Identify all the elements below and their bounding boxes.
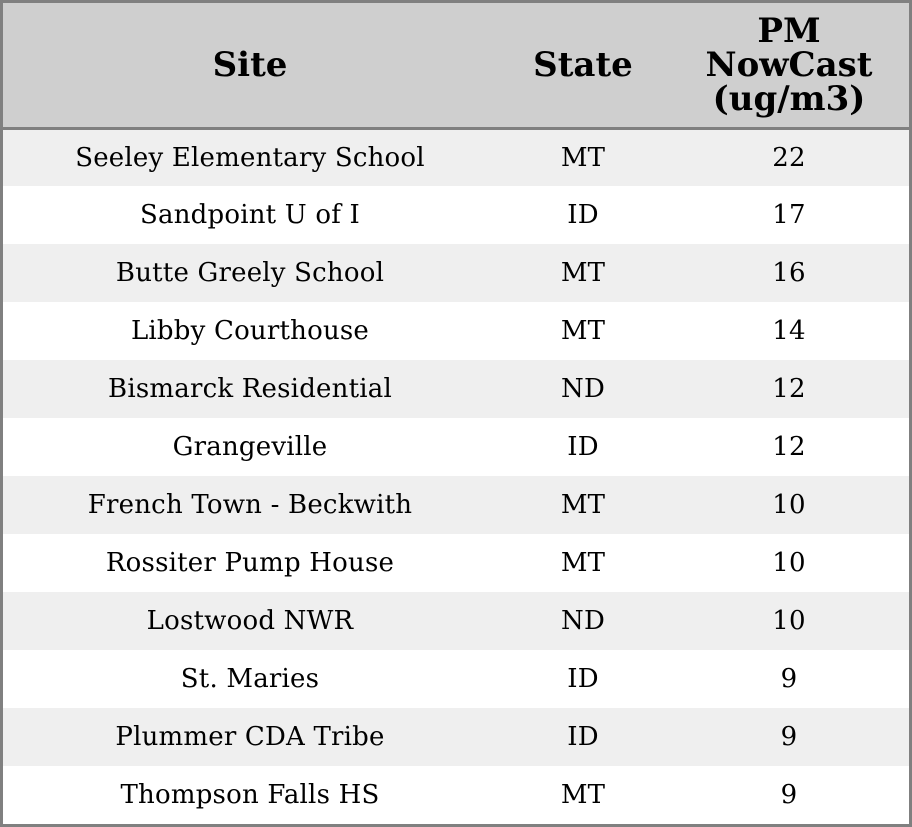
header-site bbox=[3, 3, 497, 128]
pm-cell: 9 bbox=[780, 722, 798, 752]
pm-cell: 14 bbox=[772, 316, 806, 346]
header-state bbox=[497, 3, 669, 128]
site-cell: Sandpoint U of I bbox=[140, 200, 360, 230]
pm-cell: 9 bbox=[780, 664, 798, 694]
table-row bbox=[3, 302, 909, 360]
data-table bbox=[3, 3, 909, 824]
header-pm-nowcast bbox=[669, 3, 909, 128]
site-cell: Libby Courthouse bbox=[130, 316, 370, 346]
table-row bbox=[3, 360, 909, 418]
pm-cell: 10 bbox=[772, 490, 806, 520]
table-row bbox=[3, 476, 909, 534]
pm-cell: 10 bbox=[772, 548, 806, 578]
state-cell: MT bbox=[560, 490, 606, 520]
site-cell: Grangeville bbox=[172, 432, 328, 462]
pm-cell: 17 bbox=[772, 200, 806, 230]
header-state-line: State bbox=[533, 44, 633, 85]
site-cell: Plummer CDA Tribe bbox=[115, 722, 385, 752]
site-cell: Butte Greely School bbox=[115, 258, 385, 288]
state-cell: MT bbox=[560, 258, 606, 288]
site-cell: St. Maries bbox=[180, 664, 320, 694]
header-pm-line-3: (ug/m3) bbox=[712, 78, 866, 119]
site-cell: Bismarck Residential bbox=[108, 374, 392, 404]
state-cell: MT bbox=[560, 142, 606, 173]
header-pm-line-2: NowCast bbox=[705, 44, 873, 85]
site-cell: Thompson Falls HS bbox=[120, 780, 380, 810]
state-cell: ID bbox=[567, 432, 599, 462]
state-cell: ND bbox=[561, 374, 605, 404]
table-row bbox=[3, 766, 909, 824]
state-cell: ND bbox=[561, 606, 605, 636]
table-row bbox=[3, 708, 909, 766]
state-cell: MT bbox=[560, 316, 606, 346]
header-site-line: Site bbox=[212, 44, 288, 85]
pm-cell: 22 bbox=[772, 142, 806, 173]
pm-cell: 10 bbox=[772, 606, 806, 636]
pm-cell: 12 bbox=[772, 374, 806, 404]
table-row bbox=[3, 650, 909, 708]
pm-cell: 9 bbox=[780, 780, 798, 810]
table-row bbox=[3, 534, 909, 592]
table-row bbox=[3, 592, 909, 650]
table-body bbox=[3, 128, 909, 824]
state-cell: ID bbox=[567, 664, 599, 694]
header-pm-line-1: PM bbox=[757, 10, 821, 51]
table-row bbox=[3, 418, 909, 476]
state-cell: MT bbox=[560, 548, 606, 578]
site-cell: Rossiter Pump House bbox=[105, 548, 395, 578]
site-cell: Seeley Elementary School bbox=[75, 142, 425, 173]
state-cell: MT bbox=[560, 780, 606, 810]
pm-cell: 16 bbox=[772, 258, 806, 288]
table-row bbox=[3, 128, 909, 186]
site-cell: Lostwood NWR bbox=[146, 606, 354, 636]
header-row bbox=[3, 3, 909, 128]
state-cell: ID bbox=[567, 200, 599, 230]
table-row bbox=[3, 186, 909, 244]
table-row bbox=[3, 244, 909, 302]
pm-cell: 12 bbox=[772, 432, 806, 462]
site-cell: French Town - Beckwith bbox=[87, 490, 413, 520]
state-cell: ID bbox=[567, 722, 599, 752]
